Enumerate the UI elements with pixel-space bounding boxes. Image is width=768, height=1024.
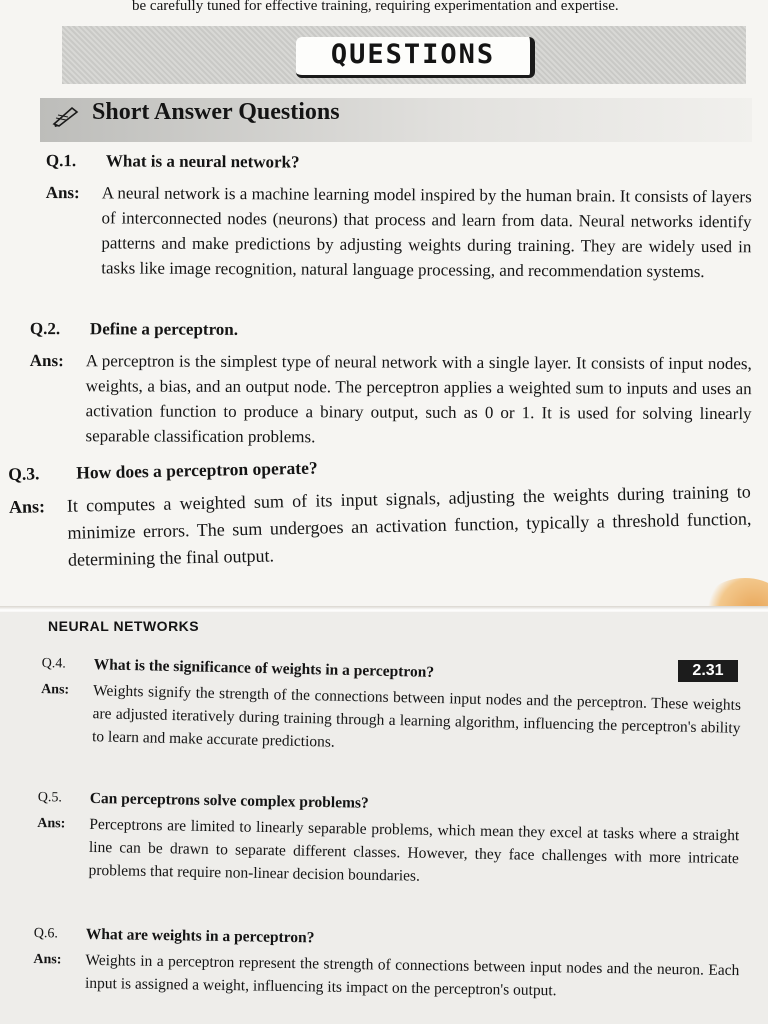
page-number-badge: 2.31: [678, 660, 738, 682]
question-number: Q.4.: [41, 655, 67, 672]
question-text: How does a perceptron operate?: [76, 457, 318, 483]
question-number: Q.1.: [45, 150, 77, 171]
qa-item-3: [8, 446, 752, 575]
questions-title: QUESTIONS: [296, 37, 535, 78]
question-text: What is a neural network?: [105, 151, 300, 172]
answer-text: Perceptrons are limited to linearly separable problems, which mean they excel at tasks where a straight line can be drawn to separate different classes. However, they face challenges with more intricate problems that require non-linear decision boundaries.: [88, 815, 740, 885]
answer-label: Ans:: [29, 350, 64, 371]
answer-row: [9, 478, 753, 575]
running-header: NEURAL NETWORKS: [48, 618, 200, 634]
question-row: [46, 148, 752, 180]
short-answer-title: Short Answer Questions: [92, 99, 340, 125]
answer-label: Ans:: [40, 681, 70, 698]
question-number: Q.2.: [29, 318, 61, 339]
question-number: Q.3.: [8, 463, 40, 484]
question-text: Define a perceptron.: [89, 319, 239, 339]
pencil-icon: [52, 104, 80, 128]
answer-text: A neural network is a machine learning model inspired by the human brain. It consists of layers of interconnected nodes (neurons) that process and learn from data. Neural networks identify patterns and make predictions by adjusting weights during training. They are widely used in tasks like image recognition, natural language processing, and recommendation systems.: [101, 183, 752, 282]
answer-text: It computes a weighted sum of its input signals, adjusting the weights during training to minimize errors. The sum undergoes an activation function, typically a threshold function, determining the final output.: [66, 481, 752, 570]
question-text: What is the significance of weights in a perceptron?: [93, 656, 435, 681]
answer-label: Ans:: [45, 182, 80, 203]
answer-text: Weights signify the strength of the connections between input nodes and the perceptron. These weights are adjusted iteratively during training through a learning algorithm, influencing the perceptron's ability to learn and make accurate predictions.: [91, 682, 742, 751]
preceding-text-line: be carefully tuned for effective training, requiring experimentation and expertise.: [132, 0, 619, 14]
qa-item-6: [33, 922, 740, 1005]
question-number: Q.6.: [33, 925, 59, 942]
question-text: Can perceptrons solve complex problems?: [89, 789, 369, 812]
qa-item-4: [40, 652, 742, 763]
answer-text: A perceptron is the simplest type of neural network with a single layer. It consists of input nodes, weights, a bias, and an output node. The perceptron applies a weighted sum to inputs and uses an activation function to produce a binary output, such as 0 or 1. It is used for solving linearly separable classification problems.: [85, 351, 752, 447]
qa-item-1: [45, 148, 752, 284]
qa-item-2: [29, 316, 752, 451]
answer-row: [29, 348, 751, 451]
answer-label: Ans:: [33, 951, 62, 968]
answer-label: Ans:: [37, 815, 66, 832]
question-number: Q.5.: [37, 789, 63, 806]
answer-label: Ans:: [8, 496, 46, 517]
qa-item-5: [36, 786, 740, 893]
answer-row: [36, 812, 739, 893]
question-row: [30, 316, 752, 347]
answer-text: Weights in a perceptron represent the strength of connections between input nodes and the neuron. Each input is assigned a weight, influencing its impact on the perceptron's output.: [84, 951, 740, 1000]
answer-row: [45, 180, 752, 284]
question-text: What are weights in a perceptron?: [85, 925, 315, 947]
